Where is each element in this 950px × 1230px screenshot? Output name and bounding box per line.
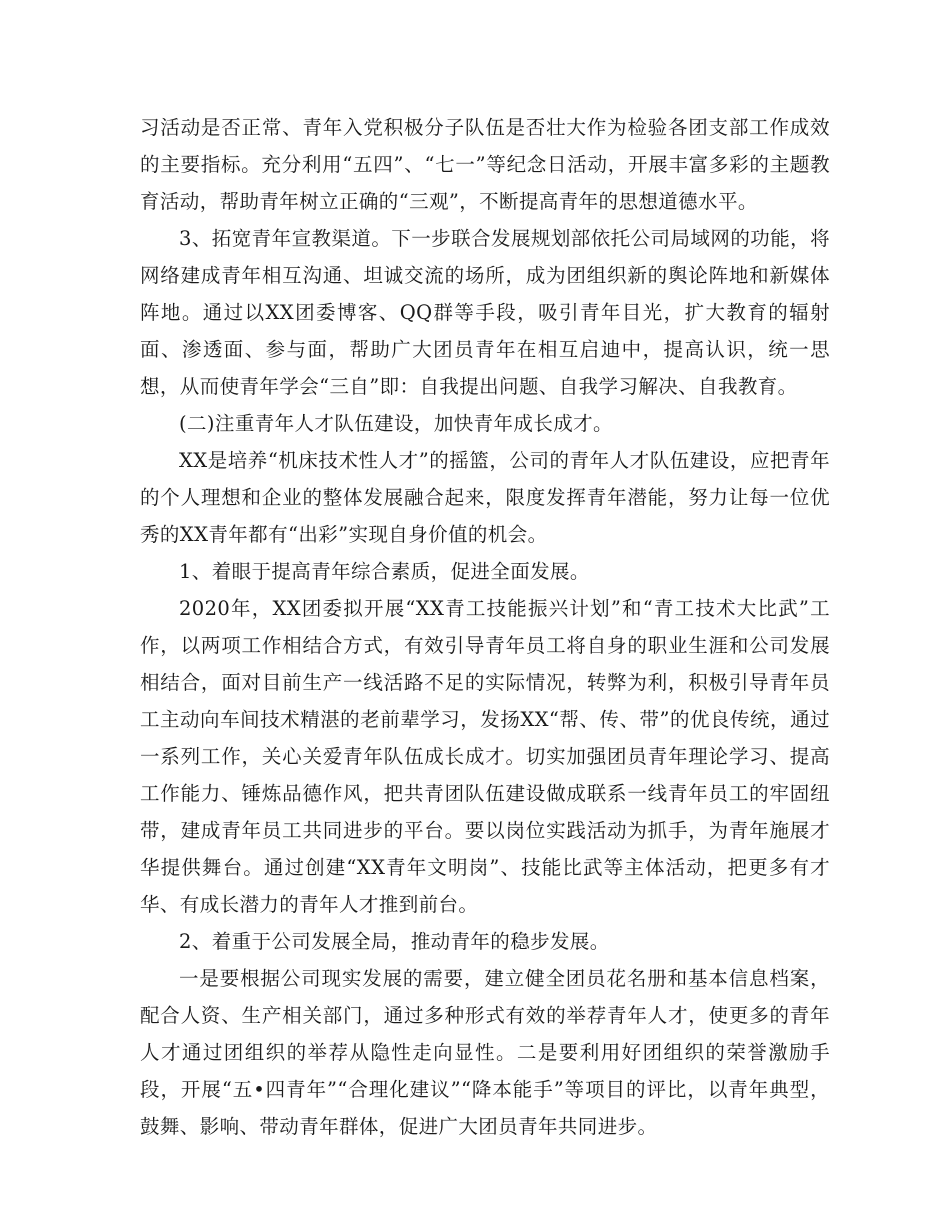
paragraph-plan-2020: 2020年，XX团委拟开展“XX青工技能振兴计划”和“青工技术大比武”工作，以两项工作相结合方式，有效引导青年员工将自身的职业生涯和公司发展相结合，面对目前生产一线活路不足的实际情况，转弊为利，积极引导青年员工主动向车间技术精湛的老前辈学习，发扬XX“帮、传、带”的优良传统，通过一系列工作，关心关爱青年队伍成长成才。切实加强团员青年理论学习、提高工作能力、锤炼品德作风，把共青团队伍建设做成联系一线青年员工的牢固纽带，建成青年员工共同进步的平台。要以岗位实践活动为抓手，为青年施展才华提供舞台。通过创建“XX青年文明岗”、技能比武等主体活动，把更多有才华、有成长潜力的青年人才推到前台。 — [140, 597, 830, 916]
paragraph-item-3: 3、拓宽青年宣教渠道。下一步联合发展规划部依托公司局域网的功能，将网络建成青年相互沟通、坦诚交流的场所，成为团组织新的舆论阵地和新媒体阵地。通过以XX团委博客、QQ群等手段，吸引青年目光，扩大教育的辐射面、渗透面、参与面，帮助广大团员青年在相互启迪中，提高认识，统一思想，从而使青年学会“三自”即：自我提出问题、自我学习解决、自我教育。 — [140, 227, 830, 398]
paragraph-continuation: 习活动是否正常、青年入党积极分子队伍是否壮大作为检验各团支部工作成效的主要指标。充分利用“五四”、“七一”等纪念日活动，开展丰富多彩的主题教育活动，帮助青年树立正确的“三观”，不断提高青年的思想道德水平。 — [140, 116, 830, 213]
section-heading-2: (二)注重青年人才队伍建设，加快青年成长成才。 — [179, 412, 613, 435]
document-body — [140, 109, 830, 1145]
subheading-item-1: 1、着眼于提高青年综合素质，促进全面发展。 — [179, 560, 590, 583]
paragraph-intro: XX是培养“机床技术性人才”的摇篮，公司的青年人才队伍建设，应把青年的个人理想和企业的整体发展融合起来，限度发挥青年潜能，努力让每一位优秀的XX青年都有“出彩”实现自身价值的机会。 — [140, 449, 830, 546]
paragraph-measures: 一是要根据公司现实发展的需要，建立健全团员花名册和基本信息档案，配合人资、生产相关部门，通过多种形式有效的举荐青年人才，使更多的青年人才通过团组织的举荐从隐性走向显性。二是要利用好团组织的荣誉激励手段，开展“五•四青年”“合理化建议”“降本能手”等项目的评比，以青年典型，鼓舞、影响、带动青年群体，促进广大团员青年共同进步。 — [140, 967, 830, 1138]
subheading-item-2: 2、着重于公司发展全局，推动青年的稳步发展。 — [179, 930, 610, 953]
